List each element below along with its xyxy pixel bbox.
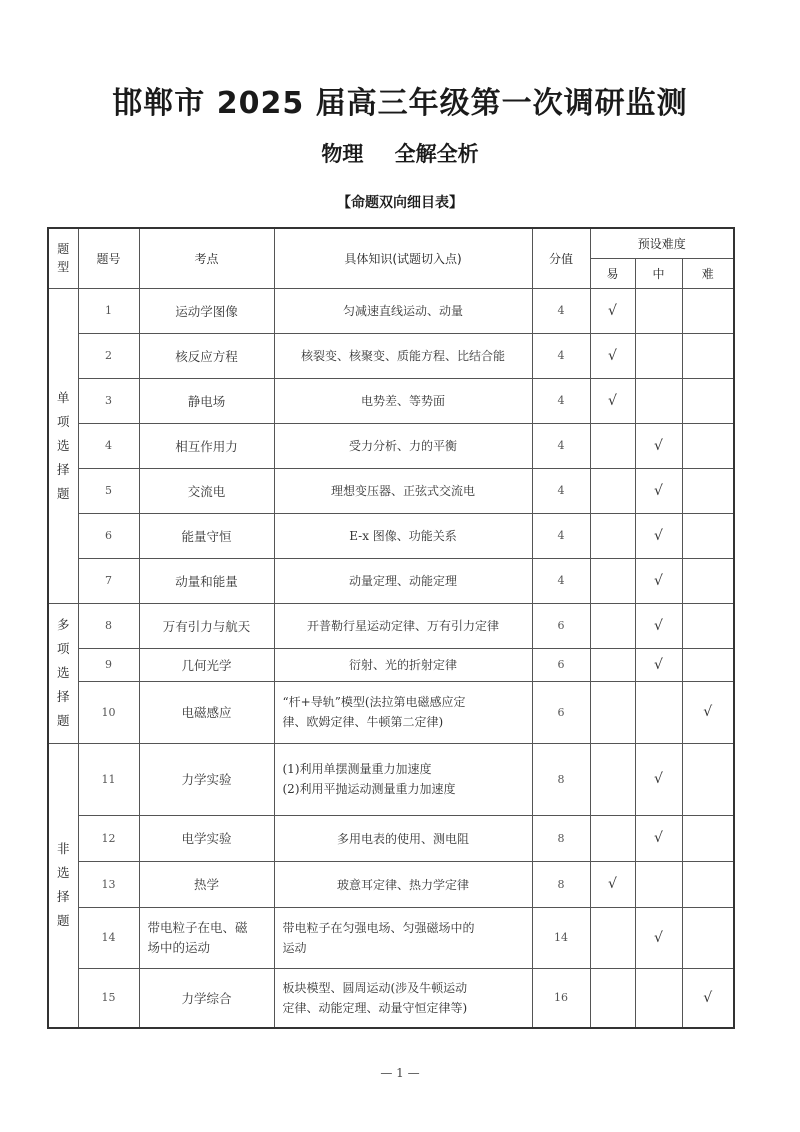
knowledge-line: 匀减速直线运动、动量: [342, 304, 463, 318]
score-cell: 8: [532, 861, 590, 907]
table-row: [48, 378, 734, 423]
exam-point-cell: 运动学图像: [139, 288, 274, 333]
exam-point-cell: 动量和能量: [139, 558, 274, 603]
exam-point-cell: 交流电: [139, 468, 274, 513]
check-mark-cell: √: [635, 815, 682, 861]
empty-difficulty-cell: [682, 468, 734, 513]
score-cell: 4: [532, 288, 590, 333]
header-point: 考点: [139, 228, 274, 288]
empty-difficulty-cell: [635, 968, 682, 1028]
table-title: 【命题双向细目表】: [337, 195, 463, 211]
knowledge-cell: [274, 513, 532, 558]
question-type-char: 项: [56, 641, 70, 656]
empty-difficulty-cell: [635, 378, 682, 423]
exam-point-cell: 核反应方程: [139, 333, 274, 378]
question-number-cell: 9: [78, 648, 139, 681]
exam-point-cell: 万有引力与航天: [139, 603, 274, 648]
score-cell: 6: [532, 648, 590, 681]
question-number-cell: 11: [78, 743, 139, 815]
table-row: [48, 513, 734, 558]
score-cell: 8: [532, 743, 590, 815]
header-number: 题号: [78, 228, 139, 288]
empty-difficulty-cell: [590, 468, 635, 513]
check-mark-cell: √: [635, 423, 682, 468]
question-type-char: 选: [56, 665, 70, 680]
empty-difficulty-cell: [590, 743, 635, 815]
knowledge-line: 电势差、等势面: [360, 394, 445, 408]
table-row: [48, 288, 734, 333]
empty-difficulty-cell: [590, 603, 635, 648]
exam-point-cell: [139, 907, 274, 968]
knowledge-line: 带电粒子在匀强电场、匀强磁场中的: [282, 920, 475, 935]
empty-difficulty-cell: [590, 681, 635, 743]
table-row: [48, 648, 734, 681]
question-type-cell: [48, 288, 78, 603]
knowledge-line: 律、欧姆定律、牛顿第二定律): [282, 715, 444, 729]
knowledge-cell: [274, 743, 532, 815]
exam-point-cell: 静电场: [139, 378, 274, 423]
table-row: [48, 423, 734, 468]
check-mark-cell: √: [682, 968, 734, 1028]
score-cell: 4: [532, 558, 590, 603]
knowledge-cell: [274, 648, 532, 681]
knowledge-line: 板块模型、圆周运动(涉及牛顿运动: [282, 980, 468, 995]
exam-point-cell: 相互作用力: [139, 423, 274, 468]
empty-difficulty-cell: [682, 423, 734, 468]
question-type-char: 选: [56, 437, 70, 453]
empty-difficulty-cell: [682, 558, 734, 603]
table-row: [48, 743, 734, 815]
knowledge-cell: [274, 333, 532, 378]
check-mark-cell: √: [635, 558, 682, 603]
knowledge-line: 核裂变、核聚变、质能方程、比结合能: [300, 349, 505, 363]
question-type-char: 多: [56, 617, 70, 632]
empty-difficulty-cell: [590, 648, 635, 681]
knowledge-cell: [274, 468, 532, 513]
knowledge-line: 开普勒行星运动定律、万有引力定律: [306, 619, 499, 633]
score-cell: 4: [532, 378, 590, 423]
knowledge-line: 理想变压器、正弦式交流电: [330, 484, 475, 498]
question-number-cell: 14: [78, 907, 139, 968]
question-number-cell: 12: [78, 815, 139, 861]
question-type-char: 题: [56, 713, 70, 728]
empty-difficulty-cell: [590, 968, 635, 1028]
empty-difficulty-cell: [682, 603, 734, 648]
check-mark-cell: √: [635, 907, 682, 968]
empty-difficulty-cell: [635, 333, 682, 378]
check-mark-cell: √: [635, 468, 682, 513]
question-type-cell: [48, 603, 78, 743]
knowledge-line: (2)利用平抛运动测量重力加速度: [282, 782, 456, 796]
question-type-char: 择: [56, 889, 70, 905]
empty-difficulty-cell: [635, 288, 682, 333]
knowledge-line: 衍射、光的折射定律: [348, 658, 457, 672]
question-type-char: 选: [56, 865, 70, 881]
score-cell: 6: [532, 603, 590, 648]
exam-point-cell: 热学: [139, 861, 274, 907]
score-cell: 8: [532, 815, 590, 861]
question-type-char: 择: [56, 461, 70, 477]
exam-point-cell: 电学实验: [139, 815, 274, 861]
table-row: [48, 907, 734, 968]
exam-point-cell: 力学综合: [139, 968, 274, 1028]
score-cell: 4: [532, 333, 590, 378]
question-number-cell: 2: [78, 333, 139, 378]
header-difficulty: 预设难度: [590, 228, 734, 258]
exam-point-cell: 力学实验: [139, 743, 274, 815]
knowledge-line: E-x 图像、功能关系: [349, 529, 457, 543]
exam-point-cell: 几何光学: [139, 648, 274, 681]
table-row: [48, 333, 734, 378]
header-knowledge: 具体知识(试题切入点): [274, 228, 532, 288]
knowledge-line: 动量定理、动能定理: [348, 574, 457, 588]
empty-difficulty-cell: [590, 558, 635, 603]
table-row: [48, 681, 734, 743]
question-number-cell: 15: [78, 968, 139, 1028]
knowledge-line: 运动: [282, 940, 307, 955]
table-body: [48, 288, 734, 1028]
knowledge-cell: [274, 968, 532, 1028]
empty-difficulty-cell: [682, 288, 734, 333]
exam-point-cell: 电磁感应: [139, 681, 274, 743]
question-type-char: 题: [56, 485, 70, 501]
table-row: [48, 815, 734, 861]
header-easy: 易: [590, 258, 635, 288]
knowledge-line: 定律、动能定理、动量守恒定律等): [282, 1000, 468, 1015]
check-mark-cell: √: [635, 648, 682, 681]
score-cell: 4: [532, 468, 590, 513]
exam-point-line: 带电粒子在电、磁: [147, 919, 248, 935]
knowledge-cell: [274, 681, 532, 743]
check-mark-cell: √: [635, 603, 682, 648]
page-number: — 1 —: [380, 1066, 420, 1080]
empty-difficulty-cell: [682, 333, 734, 378]
table-row: [48, 558, 734, 603]
knowledge-line: 受力分析、力的平衡: [348, 439, 457, 453]
score-cell: 6: [532, 681, 590, 743]
question-number-cell: 7: [78, 558, 139, 603]
header-hard: 难: [682, 258, 734, 288]
question-number-cell: 5: [78, 468, 139, 513]
check-mark-cell: √: [635, 513, 682, 558]
knowledge-cell: [274, 861, 532, 907]
knowledge-line: “杆+导轨”模型(法拉第电磁感应定: [282, 695, 466, 709]
empty-difficulty-cell: [682, 513, 734, 558]
empty-difficulty-cell: [682, 907, 734, 968]
check-mark-cell: √: [590, 333, 635, 378]
question-number-cell: 10: [78, 681, 139, 743]
question-number-cell: 1: [78, 288, 139, 333]
question-number-cell: 8: [78, 603, 139, 648]
header-medium: 中: [635, 258, 682, 288]
document-title: 邯郸市 2025 届高三年级第一次调研监测: [112, 86, 688, 121]
empty-difficulty-cell: [635, 681, 682, 743]
knowledge-line: 玻意耳定律、热力学定律: [336, 877, 469, 892]
knowledge-cell: [274, 558, 532, 603]
question-type-char: 非: [56, 841, 70, 857]
score-cell: 16: [532, 968, 590, 1028]
header-type: 题型: [48, 228, 78, 288]
empty-difficulty-cell: [590, 513, 635, 558]
score-cell: 4: [532, 423, 590, 468]
table-row: [48, 861, 734, 907]
question-type-cell: [48, 743, 78, 1028]
header-score: 分值: [532, 228, 590, 288]
knowledge-cell: [274, 815, 532, 861]
question-type-char: 题: [56, 913, 70, 929]
question-number-cell: 4: [78, 423, 139, 468]
check-mark-cell: √: [590, 378, 635, 423]
table-row: [48, 603, 734, 648]
score-cell: 14: [532, 907, 590, 968]
check-mark-cell: √: [590, 288, 635, 333]
specification-table: [47, 227, 735, 1029]
knowledge-cell: [274, 603, 532, 648]
empty-difficulty-cell: [682, 815, 734, 861]
knowledge-line: 多用电表的使用、测电阻: [336, 831, 469, 846]
question-type-char: 项: [56, 413, 70, 429]
knowledge-cell: [274, 907, 532, 968]
exam-point-line: 场中的运动: [147, 939, 211, 955]
knowledge-line: (1)利用单摆测量重力加速度: [282, 762, 432, 776]
question-type-char: 单: [56, 389, 70, 405]
score-cell: 4: [532, 513, 590, 558]
question-number-cell: 13: [78, 861, 139, 907]
empty-difficulty-cell: [590, 423, 635, 468]
check-mark-cell: √: [590, 861, 635, 907]
table-row: [48, 468, 734, 513]
knowledge-cell: [274, 423, 532, 468]
empty-difficulty-cell: [682, 743, 734, 815]
empty-difficulty-cell: [682, 378, 734, 423]
check-mark-cell: √: [682, 681, 734, 743]
empty-difficulty-cell: [590, 907, 635, 968]
empty-difficulty-cell: [635, 861, 682, 907]
knowledge-cell: [274, 288, 532, 333]
knowledge-cell: [274, 378, 532, 423]
empty-difficulty-cell: [682, 648, 734, 681]
empty-difficulty-cell: [682, 861, 734, 907]
exam-point-cell: 能量守恒: [139, 513, 274, 558]
document-subtitle: 物理 全解全析: [321, 142, 479, 166]
question-type-char: 择: [56, 689, 70, 704]
empty-difficulty-cell: [590, 815, 635, 861]
table-row: [48, 968, 734, 1028]
question-number-cell: 6: [78, 513, 139, 558]
question-number-cell: 3: [78, 378, 139, 423]
check-mark-cell: √: [635, 743, 682, 815]
